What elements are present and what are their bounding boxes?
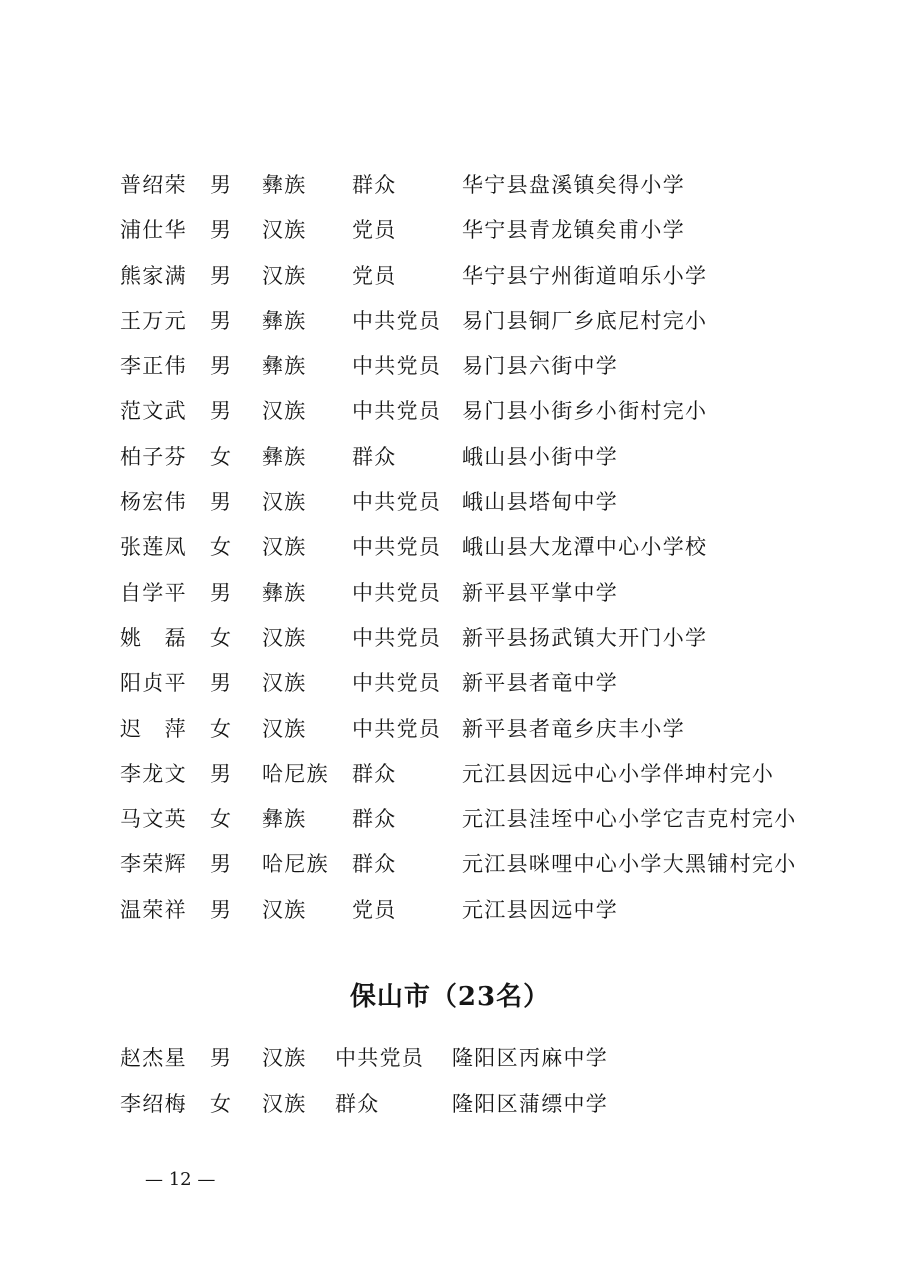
member-political-status: 中共党员 (352, 308, 442, 333)
member-row (120, 389, 880, 434)
member-ethnicity: 汉族 (262, 535, 307, 560)
member-name: 温荣祥 (120, 897, 187, 922)
page-number: — 12 — (145, 1169, 216, 1190)
member-name: 李龙文 (120, 761, 187, 786)
member-political-status: 中共党员 (352, 625, 442, 650)
member-ethnicity: 汉族 (262, 625, 307, 650)
member-school: 峨山县塔甸中学 (462, 490, 619, 515)
member-political-status: 中共党员 (352, 535, 442, 560)
member-name: 杨宏伟 (120, 490, 187, 515)
member-name: 张莲凤 (120, 535, 187, 560)
member-row (120, 888, 880, 933)
member-row (120, 163, 880, 208)
member-gender: 男 (210, 399, 233, 424)
member-gender: 男 (210, 852, 233, 877)
member-political-status: 群众 (352, 852, 397, 877)
member-table-baoshan (120, 1035, 880, 1127)
member-ethnicity: 汉族 (262, 716, 307, 741)
member-ethnicity: 彝族 (262, 308, 307, 333)
member-school: 新平县者竜中学 (462, 671, 619, 696)
member-name: 阳贞平 (120, 671, 187, 696)
member-ethnicity: 汉族 (262, 1092, 307, 1116)
member-political-status: 中共党员 (335, 1046, 425, 1070)
member-school: 峨山县大龙潭中心小学校 (462, 535, 708, 560)
member-school: 峨山县小街中学 (462, 444, 619, 469)
member-ethnicity: 哈尼族 (262, 761, 329, 786)
member-political-status: 党员 (352, 218, 397, 243)
member-political-status: 群众 (352, 807, 397, 832)
member-name: 柏子芬 (120, 444, 187, 469)
member-name: 自学平 (120, 580, 187, 605)
member-school: 元江县因远中心小学伴坤村完小 (462, 761, 775, 786)
member-row (120, 752, 880, 797)
member-school: 元江县洼垤中心小学它吉克村完小 (462, 807, 797, 832)
member-name: 李荣辉 (120, 852, 187, 877)
member-gender: 男 (210, 671, 233, 696)
member-name: 范文武 (120, 399, 187, 424)
member-table-yuxi (120, 163, 880, 933)
member-ethnicity: 汉族 (262, 490, 307, 515)
member-gender: 女 (210, 625, 233, 650)
member-political-status: 中共党员 (352, 399, 442, 424)
member-row (120, 299, 880, 344)
member-school: 元江县因远中学 (462, 897, 619, 922)
member-name: 普绍荣 (120, 173, 187, 197)
member-political-status: 中共党员 (352, 671, 442, 696)
member-name: 熊家满 (120, 263, 187, 288)
member-gender: 男 (210, 1046, 233, 1070)
member-political-status: 中共党员 (352, 716, 442, 741)
member-political-status: 中共党员 (352, 580, 442, 605)
member-row (120, 797, 880, 842)
member-ethnicity: 彝族 (262, 173, 307, 197)
member-name: 迟 萍 (120, 716, 187, 741)
member-row (120, 435, 880, 480)
member-ethnicity: 汉族 (262, 218, 307, 243)
member-name: 马文英 (120, 807, 187, 832)
member-school: 华宁县盘溪镇矣得小学 (462, 173, 685, 197)
member-name: 王万元 (120, 308, 187, 333)
member-row (120, 1035, 880, 1081)
member-row (120, 480, 880, 525)
member-name: 李绍梅 (120, 1092, 187, 1116)
member-gender: 男 (210, 354, 233, 379)
member-ethnicity: 彝族 (262, 444, 307, 469)
member-ethnicity: 彝族 (262, 807, 307, 832)
member-school: 隆阳区蒲缥中学 (452, 1092, 609, 1116)
member-school: 元江县咪哩中心小学大黑铺村完小 (462, 852, 797, 877)
member-school: 新平县者竜乡庆丰小学 (462, 716, 685, 741)
member-school: 隆阳区丙麻中学 (452, 1046, 609, 1070)
member-ethnicity: 汉族 (262, 399, 307, 424)
member-gender: 男 (210, 263, 233, 288)
member-ethnicity: 哈尼族 (262, 852, 329, 877)
member-row (120, 254, 880, 299)
member-ethnicity: 汉族 (262, 1046, 307, 1070)
member-name: 姚 磊 (120, 625, 187, 650)
member-political-status: 群众 (352, 173, 397, 197)
member-gender: 男 (210, 173, 233, 197)
member-ethnicity: 彝族 (262, 580, 307, 605)
member-row (120, 208, 880, 253)
member-school: 新平县扬武镇大开门小学 (462, 625, 708, 650)
member-school: 易门县铜厂乡底尼村完小 (462, 308, 708, 333)
member-gender: 女 (210, 716, 233, 741)
member-school: 华宁县青龙镇矣甫小学 (462, 218, 685, 243)
member-gender: 男 (210, 580, 233, 605)
member-political-status: 群众 (352, 444, 397, 469)
member-row (120, 842, 880, 887)
member-political-status: 中共党员 (352, 490, 442, 515)
member-gender: 女 (210, 535, 233, 560)
member-row (120, 661, 880, 706)
member-school: 华宁县宁州街道咱乐小学 (462, 263, 708, 288)
section-heading: 保山市（23名） (349, 982, 551, 1012)
member-ethnicity: 汉族 (262, 897, 307, 922)
member-row (120, 616, 880, 661)
member-name: 赵杰星 (120, 1046, 187, 1070)
member-gender: 女 (210, 1092, 233, 1116)
member-row (120, 525, 880, 570)
member-political-status: 党员 (352, 263, 397, 288)
member-ethnicity: 彝族 (262, 354, 307, 379)
member-political-status: 群众 (335, 1092, 380, 1116)
member-name: 浦仕华 (120, 218, 187, 243)
member-ethnicity: 汉族 (262, 671, 307, 696)
member-row (120, 571, 880, 616)
member-gender: 男 (210, 218, 233, 243)
member-school: 新平县平掌中学 (462, 580, 619, 605)
member-gender: 男 (210, 897, 233, 922)
member-political-status: 群众 (352, 761, 397, 786)
member-gender: 男 (210, 308, 233, 333)
member-ethnicity: 汉族 (262, 263, 307, 288)
member-school: 易门县六街中学 (462, 354, 619, 379)
member-gender: 女 (210, 444, 233, 469)
member-row (120, 1081, 880, 1127)
member-political-status: 党员 (352, 897, 397, 922)
member-school: 易门县小街乡小街村完小 (462, 399, 708, 424)
member-name: 李正伟 (120, 354, 187, 379)
member-row (120, 344, 880, 389)
member-row (120, 707, 880, 752)
member-political-status: 中共党员 (352, 354, 442, 379)
member-gender: 女 (210, 807, 233, 832)
member-gender: 男 (210, 761, 233, 786)
member-gender: 男 (210, 490, 233, 515)
